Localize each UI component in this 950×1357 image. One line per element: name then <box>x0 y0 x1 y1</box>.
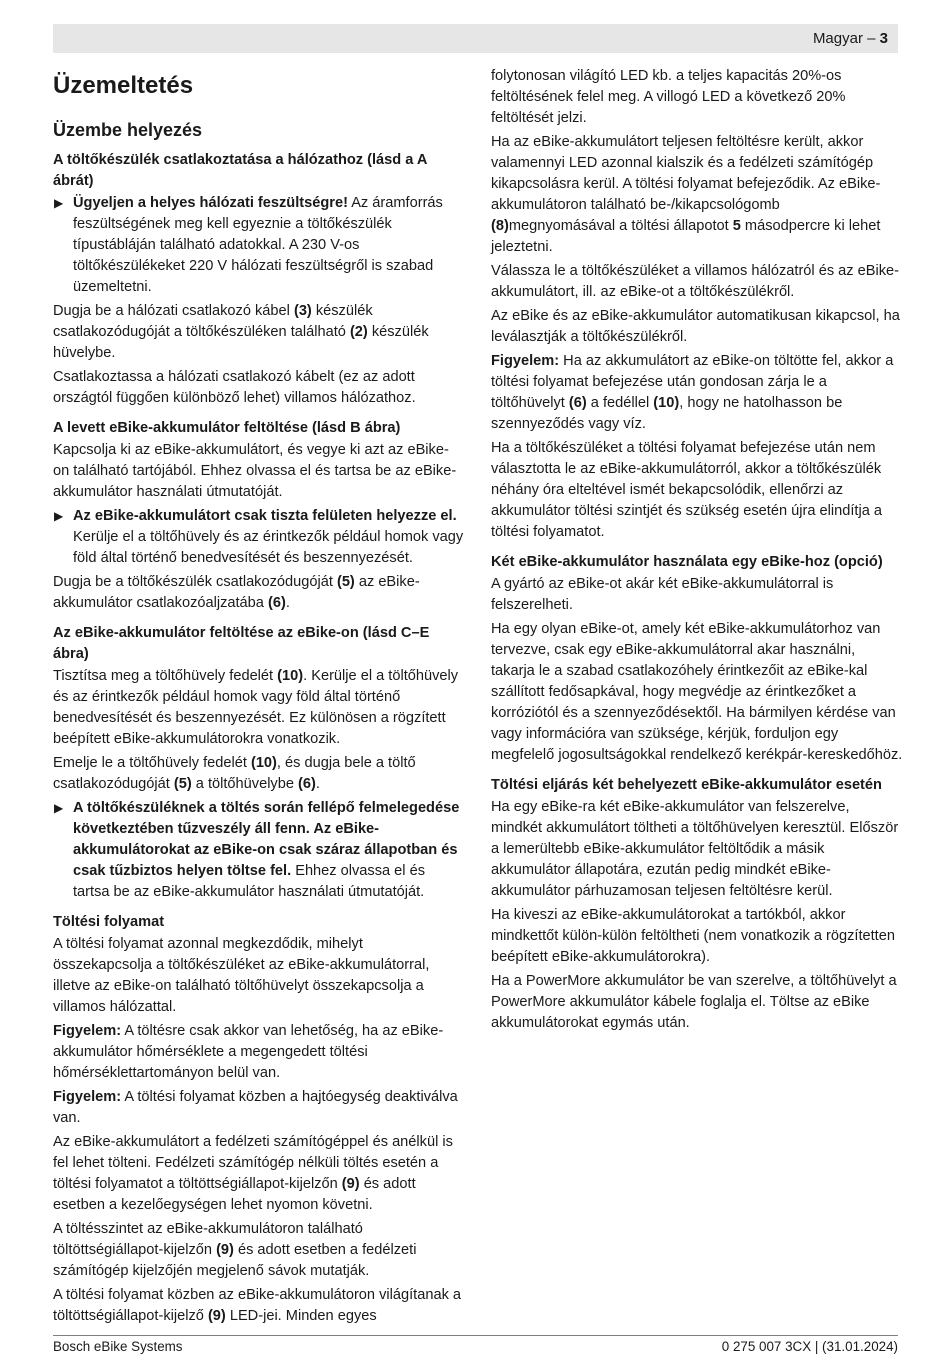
paragraph: Válassza le a töltőkészüléket a villamos hálózatról és az eBike-akkumulátort, ill. az eBike-ot a töltőkészülékről. <box>491 263 900 300</box>
text: , és dugja bele a töltő csatlakozódugóját <box>53 755 416 792</box>
text: . Kerülje el a töltőhüvely és az érintkezők például homok vagy föld által történő benedvesítését és beszennyezését. Ez különösen a rögzített beépített eBike-akkumulátorokra vonatkozik. <box>53 668 459 747</box>
paragraph: A töltési folyamat azonnal megkezdődik, mihelyt összekapcsolja a töltőkészüléket az eBike-akkumulátorral, illetve az eBike-on található töltőhüvelyt összekapcsolja a villamos hálózattal. <box>53 936 430 1015</box>
paragraph <box>53 572 465 614</box>
bullet-text: Ehhez olvassa el és tartsa be az eBike-akkumulátor használati útmutatóját. <box>73 863 426 900</box>
paragraph <box>53 1087 465 1129</box>
reference-number: (2) <box>349 324 368 340</box>
reference-number: (3) <box>293 303 312 319</box>
reference-number: (9) <box>216 1242 234 1258</box>
text: és adott esetben a fedélzeti számítógép kijelzőjén megjelenő sávok mutatják. <box>53 1242 417 1279</box>
right-column <box>491 66 903 1037</box>
text: . <box>285 595 290 611</box>
text: Az eBike-akkumulátort a fedélzeti számítógéppel és anélkül is fel lehet tölteni. Fedélzeti számítógép nélküli töltés esetén a töltési folyamatot a töltöttségiállapot-kijelzőn <box>53 1134 453 1192</box>
reference-number: 5 <box>732 218 741 234</box>
note-label: Figyelem: <box>491 353 560 369</box>
paragraph: folytonosan világító LED kb. a teljes kapacitás 20%-os feltöltésének felel meg. A villogó LED a következő 20% feltöltését jelzi. <box>491 68 846 126</box>
page-number: 3 <box>879 30 888 47</box>
text: Emelje le a töltőhüvely fedelét <box>53 755 251 771</box>
text: az eBike-akkumulátor csatlakozóaljzatába <box>53 574 420 611</box>
text: , hogy ne hatolhasson be szennyeződés vagy víz. <box>491 395 843 432</box>
paragraph: Az eBike és az eBike-akkumulátor automatikusan kikapcsol, ha leválasztják a töltőkészülékről. <box>491 308 900 345</box>
paragraph <box>53 753 465 795</box>
text: Ha az akkumulátort az eBike-on töltötte fel, akkor a töltési folyamat befejezése után gondosan zárja le a töltőhüvelyt <box>491 353 894 411</box>
reference-number: (6) <box>298 776 316 792</box>
text: a fedéllel <box>586 395 654 411</box>
bullet-arrow-icon: ▶ <box>54 509 64 523</box>
text: a töltőhüvelybe <box>191 776 299 792</box>
heading-charging-on-ebike: Az eBike-akkumulátor feltöltése az eBike-on (lásd C–E ábra) <box>53 625 430 662</box>
heading-charging-removed-battery: A levett eBike-akkumulátor feltöltése (lásd B ábra) <box>53 420 401 436</box>
paragraph <box>53 666 465 750</box>
paragraph <box>491 132 903 258</box>
bullet-arrow-icon: ▶ <box>54 196 64 210</box>
heading-two-batteries: Két eBike-akkumulátor használata egy eBike-hoz (opció) <box>491 554 883 570</box>
footer-divider <box>53 1335 898 1336</box>
text: . <box>315 776 320 792</box>
paragraph: A gyártó az eBike-ot akár két eBike-akkumulátorral is felszerelheti. <box>491 576 834 613</box>
warning-bullet-clean-surface <box>53 506 465 569</box>
reference-number: (8) <box>491 218 509 234</box>
reference-number: (9) <box>207 1308 226 1324</box>
bullet-bold-text: Az eBike-akkumulátort csak tiszta felületen helyezze el. <box>73 508 457 524</box>
page-header-label <box>813 30 888 48</box>
reference-number: (6) <box>267 595 286 611</box>
paragraph: Ha a töltőkészüléket a töltési folyamat befejezése után nem választotta le az eBike-akkumulátorról, akkor a töltőkészülék néhány óra elteltével ismét bekapcsolódik, ellenőrzi az akkumulátor töltési szintjét és szükség esetén újra elindítja a töltési folyamatot. <box>491 440 882 540</box>
bullet-bold-text: Ügyeljen a helyes hálózati feszültségre! <box>73 195 348 211</box>
paragraph: Ha a PowerMore akkumulátor be van szerelve, a töltőhüvelyt a PowerMore akkumulátor kábele foglalja el. Töltse az eBike akkumulátorokat egymás után. <box>491 973 897 1031</box>
reference-number: (5) <box>336 574 355 590</box>
paragraph: Ha egy olyan eBike-ot, amely két eBike-akkumulátorhoz van tervezve, csak egy eBike-akkumulátorral akar használni, takarja le a szabad csatlakozóhely érintkezőit az eBike-kal szállított fedősapkával, hogy megvédje az érintkezőket a korróziótól és a szennyeződésektől. Ha bármilyen kérdése van vagy információra van szüksége, kérjük, forduljon egy megfelelő jogosultságokkal rendelkező kerékpár-kereskedőhöz. <box>491 621 903 763</box>
left-column <box>53 66 465 1330</box>
reference-number: (5) <box>173 776 192 792</box>
text: készülék csatlakozódugóját a töltőkészüléken található <box>53 303 373 340</box>
bullet-text: Az áramforrás feszültségének meg kell egyeznie a töltőkészülék típustábláján található adatokkal. A 230 V-os töltőkészülékeket 220 V hálózati feszültségről is szabad üzemeltetni. <box>73 195 443 295</box>
text: A töltési folyamat közben az eBike-akkumulátoron világítanak a töltöttségiállapot-kijelző <box>53 1287 462 1324</box>
warning-bullet-fire-hazard <box>53 798 465 903</box>
section-subtitle: Üzembe helyezés <box>53 120 203 140</box>
paragraph <box>491 351 903 435</box>
text: másodpercre ki lehet jeleztetni. <box>491 218 881 255</box>
heading-charging-two-batteries: Töltési eljárás két behelyezett eBike-akkumulátor esetén <box>491 777 882 793</box>
reference-number: (9) <box>341 1176 360 1192</box>
paragraph: Ha kiveszi az eBike-akkumulátorokat a tartókból, akkor mindkettőt külön-külön feltöltheti (nem vonatkozik a rögzítetten beépített eBike-akkumulátorokra). <box>491 907 895 965</box>
paragraph: Ha egy eBike-ra két eBike-akkumulátor van felszerelve, mindkét akkumulátort töltheti a töltőhüvelyen keresztül. Először a lemerültebb eBike-akkumulátor feltöltődik a másik akkumulátor állapotára, ezután pedig mindkét eBike-akkumulátor párhuzamosan teljesen feltöltésre kerül. <box>491 799 899 899</box>
text: Dugja be a töltőkészülék csatlakozódugóját <box>53 574 337 590</box>
reference-number: (10) <box>250 755 277 771</box>
text: és adott esetben a kezelőegységen lehet nyomon követni. <box>53 1176 416 1213</box>
paragraph <box>53 1132 465 1216</box>
note-label: Figyelem: <box>53 1089 122 1105</box>
reference-number: (10) <box>277 668 304 684</box>
footer-document-id: 0 275 007 3CX | (31.01.2024) <box>721 1339 898 1354</box>
text: Tisztítsa meg a töltőhüvely fedelét <box>53 668 278 684</box>
heading-mains-connection: A töltőkészülék csatlakoztatása a hálózathoz (lásd a A ábrát) <box>53 152 427 189</box>
text: Ha az eBike-akkumulátort teljesen feltöltésre került, akkor valamennyi LED azonnal kialszik és a fedélzeti számítógép kikapcsolásra kerül. A töltési folyamat befejeződik. Az eBike-akkumulátoron található be-/kikapcsológomb <box>491 134 881 213</box>
paragraph <box>53 1219 465 1282</box>
reference-number: (6) <box>568 395 587 411</box>
reference-number: (10) <box>653 395 680 411</box>
text: A töltési folyamat közben a hajtóegység deaktiválva van. <box>53 1089 458 1126</box>
section-title: Üzemeltetés <box>53 72 194 99</box>
text: LED-jei. Minden egyes <box>225 1308 377 1324</box>
heading-charging-process: Töltési folyamat <box>53 914 165 930</box>
text: készülék hüvelybe. <box>53 324 429 361</box>
header-language: Magyar <box>812 30 863 47</box>
header-separator: – <box>862 30 880 47</box>
text: Dugja be a hálózati csatlakozó kábel <box>53 303 294 319</box>
bullet-text: Kerülje el a töltőhüvely és az érintkezők például homok vagy föld által történő benedvesítését és beszennyezését. <box>73 529 464 566</box>
footer-publisher: Bosch eBike Systems <box>53 1339 183 1354</box>
note-label: Figyelem: <box>53 1023 122 1039</box>
text: megnyomásával a töltési állapotot <box>508 218 733 234</box>
bullet-bold-text: A töltőkészüléknek a töltés során fellépő felmelegedése következtében tűzveszély áll fenn. Az eBike-akkumulátorokat az eBike-on csak száraz állapotban és csak tűzbiztos helyen töltse fel. <box>73 800 460 879</box>
paragraph: Csatlakoztassa a hálózati csatlakozó kábelt (ez az adott országtól függően különböző lehet) villamos hálózathoz. <box>53 369 416 406</box>
paragraph: Kapcsolja ki az eBike-akkumulátort, és vegye ki azt az eBike-on található tartójából. Ehhez olvassa el és tartsa be az eBike-akkumulátor használati útmutatóját. <box>53 442 457 500</box>
warning-bullet-voltage <box>53 193 465 298</box>
paragraph <box>53 1021 465 1084</box>
bullet-arrow-icon: ▶ <box>54 801 64 815</box>
paragraph <box>53 301 465 364</box>
text: A töltésre csak akkor van lehetőség, ha az eBike-akkumulátor hőmérséklete a megengedett töltési hőmérséklettartományon belül van. <box>53 1023 444 1081</box>
text: A töltésszintet az eBike-akkumulátoron található töltöttségiállapot-kijelzőn <box>53 1221 363 1258</box>
paragraph <box>53 1285 465 1327</box>
page-header <box>53 24 898 53</box>
